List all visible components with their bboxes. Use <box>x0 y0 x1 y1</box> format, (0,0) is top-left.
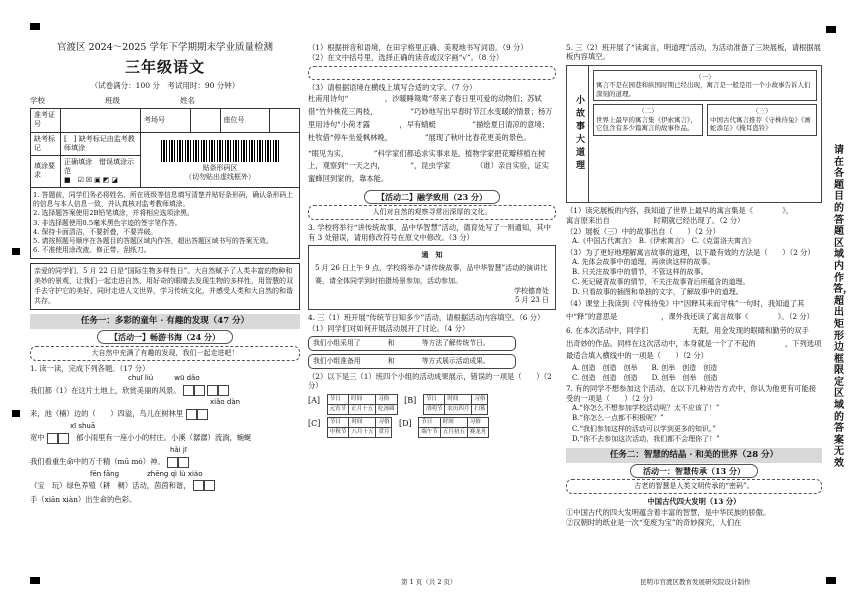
activity2-title: 【活动二】融学致用（23 分） <box>308 192 556 202</box>
option[interactable]: C. 死记硬背故事的情节，不关注故事背后所蕴含的道理。 <box>572 278 750 287</box>
question-1: 1. 读一读，完成下列各题。（17 分） <box>30 363 150 373</box>
pinyin: xiǎo dàn <box>210 398 241 407</box>
question-5-3: （3）为了更好地理解寓言故事的道理，以下最有效的方法是（ ）（2 分） <box>566 247 815 257</box>
answer-box[interactable] <box>308 66 556 80</box>
room-label: 考场号 <box>141 109 191 132</box>
fable-board-title: 小故事大道理 <box>567 66 589 202</box>
question-1-3: （3）请根据语境在横线上填写合适的文字。（7 分） <box>308 82 477 92</box>
passage-line: 手（xiān xiàn）出生命的色彩。 <box>30 494 137 504</box>
festival-table-c: 节日 时间 习俗 中秋节 八月十五 赏月 <box>327 417 393 438</box>
passage-line: 我们都（1）在这片土地上，欣赏美丽的风景。 <box>30 385 300 398</box>
question-3: 3. 学校将举行“讲传统故事，品中华智慧”活动，德育处写了一则通知，其中有 3 处错误，请用修改符号在原文中修改。（3 分） <box>308 223 551 242</box>
festival-table-b: 节日 时间 习俗 清明节 农历四月 扫墓 <box>423 394 489 415</box>
notice-body: 5 月 26 日上午 9 点，学校将举办“讲传统故事，品中华智慧”活动的演讲比赛，请全体同学到时拍摄场景参加，活动参加。 <box>315 264 548 285</box>
poem-fill[interactable]: 杜甫用诗句“ ，沙暖睡鸳鸯”带来了春日里可爱的动物们；苏轼借“竹外桃花三两枝， ”巧妙地写出早春时节江水变暖的情景；杨万里用诗句“小荷才露 ，早有蜻蜓 ”描绘夏日清凉的意境；杜牧借“停车坐爱枫林晚， ”展现了秋叶比春花更美的景色。 <box>308 94 553 142</box>
inventions-text: ①中国古代的四大发明蕴含着丰富的智慧，是中华民族的骄傲。 <box>566 507 771 517</box>
option[interactable]: B.“你怎么一点都不积极呢？” <box>572 414 664 423</box>
notice-sign: 学校德育处 <box>514 286 549 295</box>
question-5: 5. 三（2）班开展了“读寓言，明道理”活动，为活动准备了三块展板，请根据展板内容填空。 <box>566 43 821 62</box>
fill-label: 填涂要求 <box>31 155 61 187</box>
activity2-motto: 人们对自然的观察寻常出深厚的文化。 <box>308 205 556 220</box>
question-1-1: （1）根据拼音和语境，在田字格里正确、美观地书写词语。（9 分） <box>308 43 528 52</box>
seat-no-input[interactable] <box>270 109 300 132</box>
seat-label: 准考证号 <box>31 109 61 132</box>
question-5-4: （4）课堂上我读到《守株待兔》中“因释其耒而守株”一句时，我知道了其中“释”的意思是 ，课外我还读了寓言故事《 》。（2 分） <box>566 299 814 322</box>
left-column <box>30 40 300 507</box>
question-4: 4. 三（1）班开展“传统节日知多少”活动，请根据活动内容填空。（6 分） <box>308 313 545 323</box>
missing-label: 缺考标记 <box>31 132 61 155</box>
question-5-2: （2）展板（三）中的故事出自（ ）（2 分） <box>566 226 720 236</box>
registration-mark <box>30 577 40 584</box>
intro-text: 亲爱的同学们，5 月 22 日是“国际生物多样性日”。大自然赋予了人类丰富的物种和美妙的景观，让我们一起走进自然，用好奇的眼睛去发现生物的多样性，用智慧的双手去守护它的美好，同时走进人文世界，学习传统文化，并感受人类和大自然的和谐共存。 <box>30 263 300 310</box>
speech-bubble[interactable]: 我们小组准备用 和 等方式展示活动成果。 <box>308 354 516 369</box>
pinyin: xī shuā <box>70 422 96 431</box>
notice-date: 5 月 23 日 <box>514 295 549 304</box>
fill-examples: 正确填涂 错误填涂示范 ■ ☑☒▣◩◪ <box>61 155 141 187</box>
barcode-icon <box>161 140 279 162</box>
pinyin: fēn fāng zhēng qì lù xiáo <box>90 469 203 478</box>
seat-no-label: 座位号 <box>220 109 270 132</box>
question-1-2: （2）在文中括号里，选择正确的读音或汉字画“√”。（8 分） <box>308 53 504 63</box>
option[interactable]: D.“你不去参加这次活动，我们都不会理你了！” <box>572 434 720 443</box>
festival-table-a: 节日 时间 习俗 元宵节 正月十五 吃汤圆 <box>327 394 398 415</box>
passage-line: 来，池（楠）边的（ ）四溢，鸟儿在树林里 <box>30 408 300 421</box>
barcode-area: 贴条形码区 （切勿贴出虚线框外） <box>141 132 300 187</box>
registration-mark <box>30 23 40 30</box>
festival-table-d: 节日 时间 习俗 端午节 五月初五 赛龙舟 <box>418 417 489 438</box>
subject-title: 三年级语文 <box>124 58 205 77</box>
middle-column <box>308 42 556 439</box>
school-field[interactable]: 学校 <box>30 95 45 105</box>
question-7: 7. 有的同学不想参加这个活动，在以下几种劝告方式中，你认为他更有可能接受的一项是（ ）（2 分） <box>566 384 817 403</box>
page-number: 第 1 页（共 2 页） <box>401 578 457 586</box>
option[interactable]: A.“你怎么不想参加学校活动呢？太不应该了！” <box>572 404 720 413</box>
question-5-1: （1）读完展板的内容，我知道了世界上最早的寓言集是《 》， <box>566 205 794 215</box>
task1-title: 任务一：多彩的童年 · 有趣的发现（47 分） <box>30 314 300 329</box>
pinyin: chuī liú wū dǎo <box>128 374 200 383</box>
option[interactable]: B. 只关注故事中的情节，不管这样的故事。 <box>572 268 708 277</box>
exam-title: 官渡区 2024～2025 学年下学期期末学业质量检测 <box>57 42 273 53</box>
activity1-motto: 大自然中充满了有趣的发现，我们一起走进吧！ <box>30 346 300 361</box>
registration-mark <box>826 26 836 33</box>
seat-input[interactable] <box>61 109 141 132</box>
room-input[interactable] <box>190 109 220 132</box>
name-field[interactable]: 姓名 <box>180 95 195 105</box>
footer-org: 昆明市官渡区教育发展研究院设计制作 <box>640 578 751 586</box>
fable-board-2: （二） 世界上最早的寓言集《伊索寓言》，它包含有多少篇寓言的故事作品。 <box>593 104 703 135</box>
right-column <box>566 42 838 529</box>
science-fill[interactable]: “眼见为实， ”科学家们都追求实事求是。植物学家把花瓣移植在树上，观察到“一天之内， ”，昆虫学家 （谁）亲自实验，证实蜜蜂回到家的，靠本能。 <box>308 148 549 184</box>
registration-mark <box>826 577 836 584</box>
fable-boards <box>566 65 822 203</box>
speech-bubble[interactable]: 我们小组采用了 和 等方法了解传统节日。 <box>308 336 516 351</box>
notice-box[interactable] <box>308 245 556 310</box>
options-6[interactable]: C. 创造 创造 创造 D. 创举 创举 创造 <box>572 374 718 383</box>
question-4-1: （1）同学们对如何开展活动展开了讨论。（4 分） <box>308 323 470 333</box>
activity1-title: 【活动一】畅游书海（24 分） <box>30 332 300 342</box>
missing-box[interactable]: [ ] 缺考标记由监考教师填涂 <box>61 132 141 155</box>
options-5-2[interactable]: A.《中国古代寓言》 B.《伊索寓言》 C.《克雷洛夫寓言》 <box>572 237 755 246</box>
option[interactable]: C.“我们参加这样的活动可以学到更多的知识。” <box>572 424 716 433</box>
activity3-motto: 古老的智慧是人类文明传承的“密码”。 <box>566 479 822 494</box>
options-6[interactable]: A. 创造 创造 创举 B. 创举 创造 创造 <box>572 364 718 373</box>
answer-card-header <box>30 108 300 188</box>
student-fields <box>30 96 300 106</box>
class-field[interactable]: 班级 <box>105 95 120 105</box>
option[interactable]: D. 只看故事的插图和单独的文字，了解故事中的道理。 <box>572 288 743 297</box>
exam-info: （试卷满分：100 分 考试用时：90 分钟） <box>90 80 240 90</box>
passage-line: 我们看重生命中的万千精（mū mò）神。 <box>30 456 300 469</box>
inventions-title: 中国古代四大发明（13 分） <box>647 497 741 507</box>
question-4-2: （2）以下是三（1）班四个小组的活动成果展示，错误的一项是（ ）（2 分） <box>308 371 552 391</box>
inventions-text: ②汉朝时的纸业是一次“变废为宝”的奇妙探究，人们在 <box>566 518 742 528</box>
festival-tables: [A] 节日 时间 习俗 元宵节 正月十五 吃汤圆 [B] 节日 时间 习俗 清明节 农历四月 扫墓 [C] 节日 时间 习俗 中秋节 八月十五 赏月 [D] 节日 时间 习俗 端午节 五月初五 赛龙舟 <box>308 393 556 440</box>
side-warning: 请在各题目的答题区域内作答，超出矩形边框限定区域的答案无效 <box>833 145 853 470</box>
fable-board-1: （一） 寓言不是在园巷和纵国时期已经出现，寓言是一般是用一个小故事告诉人们深刻的道理。 <box>593 70 817 101</box>
registration-mark <box>12 410 20 417</box>
question-6: 6. 在本次活动中，同学们 无限，用金发现的眼睛和勤劳的双手 出奇妙的作品。同样在这次活动中，本身就是一个了不起的 ，下列选项最适合填入横线中的一项是（ ）（2 分） <box>566 325 838 361</box>
registration-mark <box>12 248 20 255</box>
option[interactable]: A. 先体会故事中的道理，再读读这样的故事。 <box>572 258 715 266</box>
activity3-title: 活动一：智慧传承（13 分） <box>566 466 822 476</box>
question-5-1b: 寓言原来出自 时期就已经出现了。（2 分） <box>566 216 745 226</box>
passage-line: 宽中 郁小雨里有一座小小的村庄。小溪（潺潺）流淌，蜿蜒 <box>30 433 252 443</box>
task2-title: 任务二：智慧的结晶 · 和美的世界（28 分） <box>566 448 822 463</box>
exam-notes: 1. 答题前，同学们务必将姓名、所在班级等信息填写清楚并贴好条形码，确认条形码上的信息与本人信息一致，并认真核对监考教师填涂。 2. 选择题答案使用2B铅笔填涂，并将相应选项涂黑。 3. 非选择题使用0.5毫米黑色字迹的签字笔作答。 4. 保持卡面清洁，不要折叠，不要弄破。 5. 请按照题号顺序在各题目的答题区域内作答，超出答题区域书写的答案无效。 6. 不准使用涂改液、修正带、刮纸刀。 <box>30 188 300 259</box>
fable-board-3: （三） 中国古代寓言推荐《守株待兔》《画蛇添足》《掩耳盗铃》 <box>707 104 817 135</box>
passage-line: （宝 玩）绿色养殖（耕 稠）活动，茵茵和谐， <box>30 480 300 493</box>
notice-title: 通 知 <box>421 250 443 260</box>
pinyin: hǎi jī <box>170 445 187 454</box>
